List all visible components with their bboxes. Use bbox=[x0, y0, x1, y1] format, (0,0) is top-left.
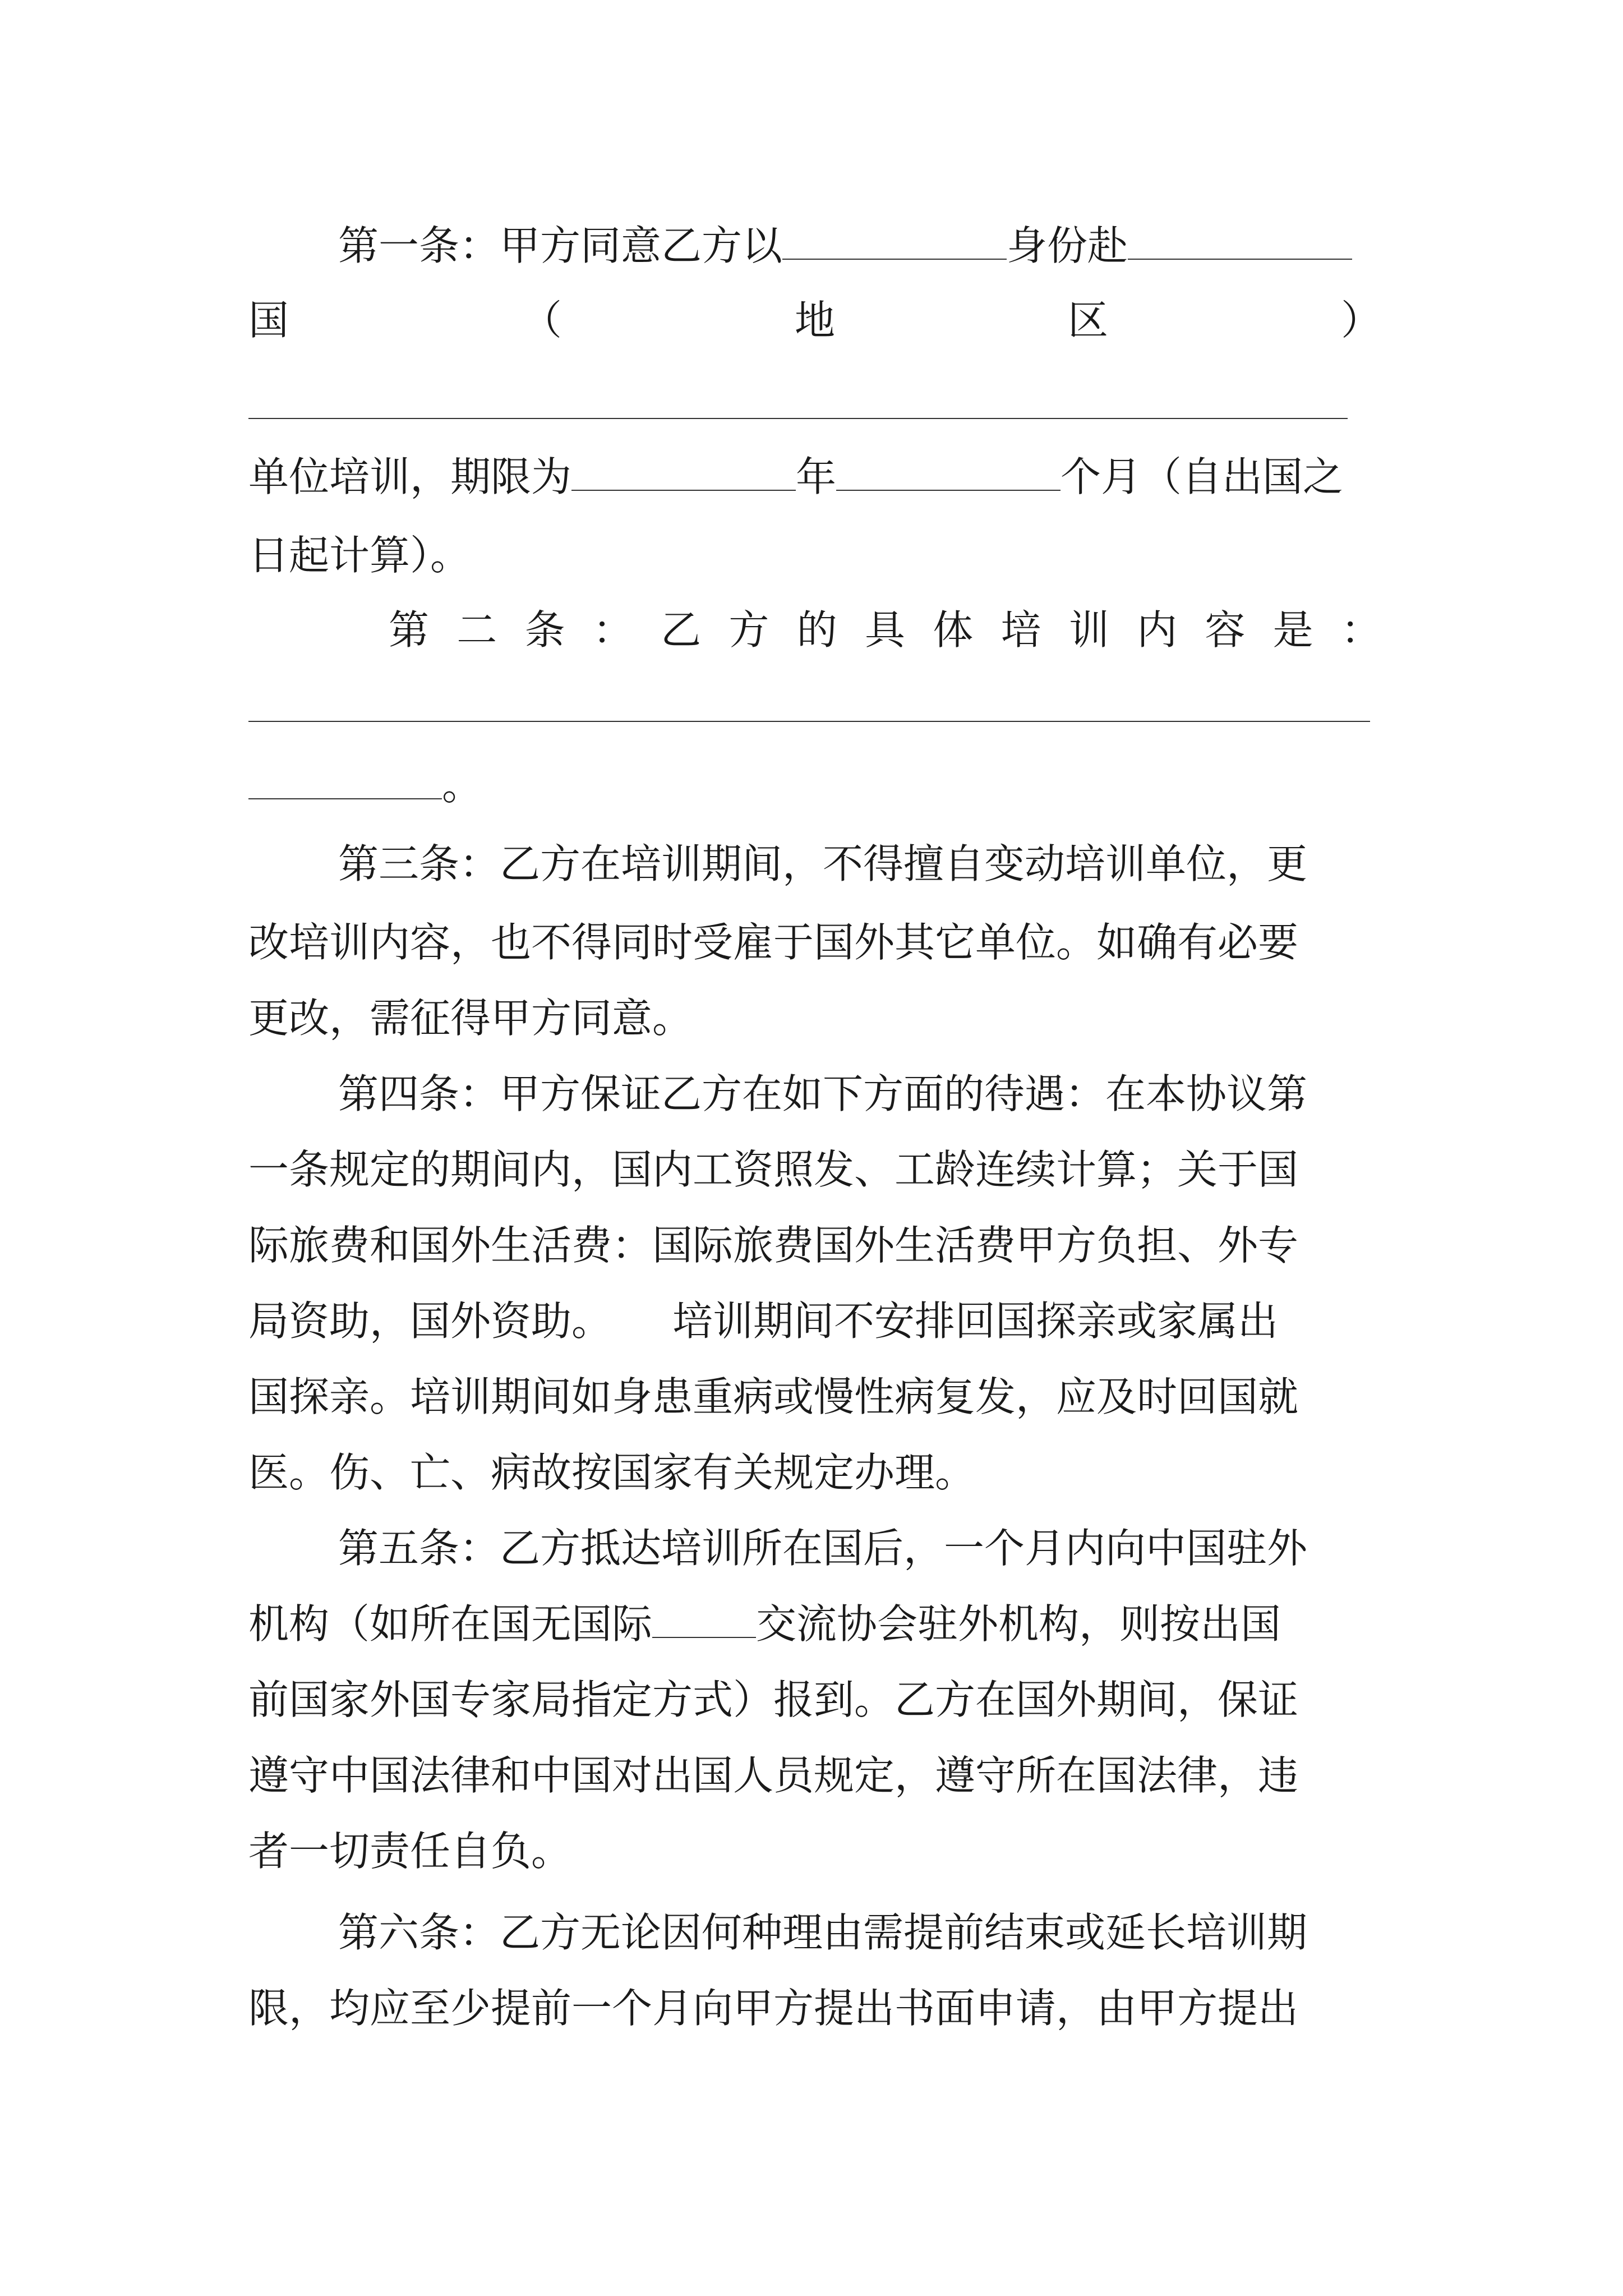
spread-char: 培 bbox=[1000, 606, 1041, 654]
spread-char: 体 bbox=[933, 606, 974, 654]
article4-line: 一条规定的期间内，国内工资照发、工龄连续计算；关于国 bbox=[248, 1146, 1299, 1193]
article1-text-f: 日起计算）。 bbox=[248, 532, 471, 579]
training-content-blank-end[interactable] bbox=[248, 765, 442, 799]
country-blank[interactable] bbox=[1128, 225, 1352, 260]
article5-text-a: 机构（如所在国无国际 bbox=[248, 1600, 653, 1648]
spread-char: （ bbox=[521, 297, 562, 344]
spread-char: 的 bbox=[796, 606, 837, 654]
months-blank[interactable] bbox=[836, 456, 1061, 491]
spread-char: 训 bbox=[1068, 606, 1109, 654]
spread-char: 容 bbox=[1205, 606, 1246, 654]
article1-line3 bbox=[248, 438, 1381, 516]
article4-line: 局资助，国外资助。 培训期间不安排回国探亲或家属出 bbox=[248, 1297, 1279, 1345]
spread-char: 第 bbox=[389, 606, 430, 654]
training-content-blank[interactable] bbox=[248, 721, 1370, 722]
article1-text-d: 年 bbox=[796, 453, 837, 500]
spread-char: ） bbox=[1340, 297, 1381, 344]
article6-line: 第六条：乙方无论因何种理由需提前结束或延长培训期 bbox=[338, 1909, 1308, 1956]
article5-line: 遵守中国法律和中国对出国人员规定，遵守所在国法律，违 bbox=[248, 1752, 1299, 1799]
article1-line4 bbox=[248, 516, 1381, 595]
article1-text-e: 个月（自出国之 bbox=[1061, 453, 1344, 500]
article5-line: 前国家外国专家局指定方式）报到。乙方在国外期间，保证 bbox=[248, 1676, 1299, 1723]
article5-line2 bbox=[248, 1585, 1381, 1663]
years-blank[interactable] bbox=[571, 456, 796, 491]
spread-char: ： bbox=[592, 606, 633, 654]
spread-char: 地 bbox=[794, 297, 835, 344]
article6-line: 限，均应至少提前一个月向甲方提出书面申请，由甲方提出 bbox=[248, 1985, 1299, 2032]
article1-text-c: 单位培训，期限为 bbox=[248, 453, 572, 500]
article2-end-line bbox=[248, 746, 1381, 825]
article4-line: 国探亲。培训期间如身患重病或慢性病复发，应及时回国就 bbox=[248, 1373, 1299, 1420]
article2-period: 。 bbox=[442, 762, 483, 809]
article3-line: 改培训内容，也不得同时受雇于国外其它单位。如确有必要 bbox=[248, 919, 1299, 966]
article1-text-b: 身份赴 bbox=[1007, 222, 1128, 269]
article2-heading bbox=[248, 591, 1381, 669]
spread-char: 条 bbox=[524, 606, 565, 654]
article1-line2 bbox=[248, 281, 1381, 360]
article5-text-b: 交流协会驻外机构，则按出国 bbox=[756, 1600, 1281, 1648]
article1-line1 bbox=[248, 206, 1381, 285]
spread-char: 内 bbox=[1137, 606, 1178, 654]
unit-name-blank[interactable] bbox=[248, 418, 1348, 419]
article4-line: 际旅费和国外生活费：国际旅费国外生活费甲方负担、外专 bbox=[248, 1222, 1299, 1269]
spread-char: 方 bbox=[728, 606, 769, 654]
identity-blank[interactable] bbox=[782, 225, 1007, 260]
article5-line: 者一切责任自负。 bbox=[248, 1828, 572, 1875]
article4-line: 第四条：甲方保证乙方在如下方面的待遇：在本协议第 bbox=[338, 1070, 1308, 1117]
article4-line: 医。伤、亡、病故按国家有关规定办理。 bbox=[248, 1449, 976, 1496]
spread-char: 乙 bbox=[661, 606, 702, 654]
article3-line: 更改，需征得甲方同意。 bbox=[248, 995, 693, 1042]
article1-text-a: 第一条：甲方同意乙方以 bbox=[338, 222, 783, 269]
spread-char: 具 bbox=[864, 606, 905, 654]
spread-char: 是 bbox=[1272, 606, 1313, 654]
article5-line: 第五条：乙方抵达培训所在国后，一个月内向中国驻外 bbox=[338, 1525, 1308, 1572]
spread-char: 区 bbox=[1067, 297, 1108, 344]
exchange-blank[interactable] bbox=[652, 1603, 756, 1638]
spread-char: ： bbox=[1340, 606, 1381, 654]
spread-char: 二 bbox=[457, 606, 497, 654]
article3-line: 第三条：乙方在培训期间，不得擅自变动培训单位，更 bbox=[338, 840, 1308, 887]
spread-char: 国 bbox=[248, 297, 289, 344]
